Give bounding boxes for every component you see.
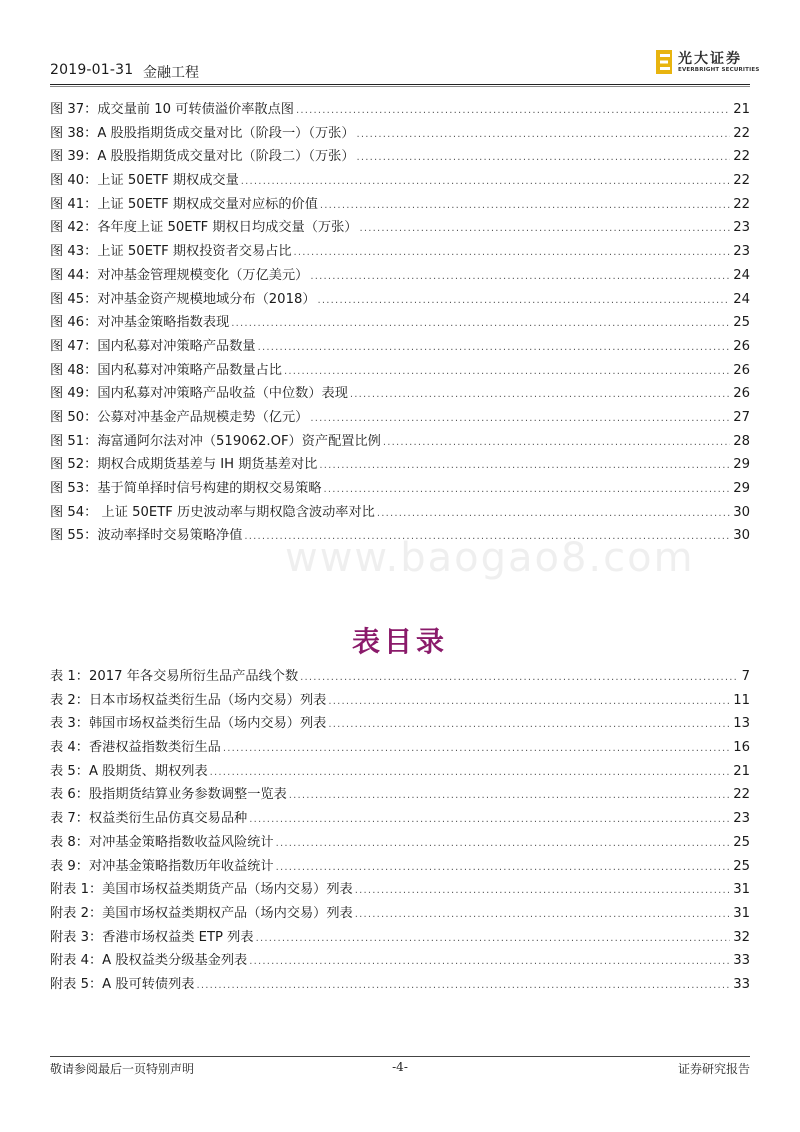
toc-entry-title: 附表 2：美国市场权益类期权产品（场内交易）列表 [50,905,353,921]
toc-entry[interactable] [50,169,750,193]
toc-dot-leader [310,265,730,289]
toc-entry[interactable] [50,783,750,807]
toc-entry-page: 25 [733,858,750,874]
watermark: www.baogao8.com [285,535,695,581]
disclaimer-note: 敬请参阅最后一页特别声明 [50,1062,195,1076]
toc-dot-leader [359,217,730,241]
toc-entry-title: 附表 4：A 股权益类分级基金列表 [50,953,248,969]
toc-entry-title: 表 6：股指期货结算业务参数调整一览表 [50,787,287,803]
toc-dot-leader [196,974,730,998]
footer-rule [50,1056,750,1057]
toc-entry-page: 31 [733,905,750,921]
page-number: -4- [392,1060,408,1074]
header-rule [50,84,750,85]
toc-dot-leader [249,808,730,832]
toc-entry[interactable] [50,382,750,406]
toc-entry-page: 11 [733,692,750,708]
toc-entry-title: 表 2：日本市场权益类衍生品（场内交易）列表 [50,692,327,708]
toc-entry-title: 图 52：期权合成期货基差与 IH 期货基差对比 [50,457,318,473]
toc-entry[interactable] [50,712,750,736]
toc-entry[interactable] [50,477,750,501]
toc-entry-page: 21 [733,102,750,117]
toc-entry-page: 26 [733,386,750,402]
toc-entry-page: 7 [741,669,750,684]
toc-entry-title: 图 38：A 股股指期货成交量对比（阶段一）（万张） [50,125,355,141]
toc-entry-title: 图 44：对冲基金管理规模变化（万亿美元） [50,267,309,283]
toc-entry[interactable] [50,193,750,217]
toc-entry-page: 24 [733,267,750,283]
toc-dot-leader [241,170,730,194]
toc-entry-page: 22 [733,125,750,141]
report-date: 2019-01-31 [50,62,134,78]
toc-entry-page: 13 [733,716,750,732]
toc-entry-title: 表 9：对冲基金策略指数历年收益统计 [50,858,274,874]
toc-entry-title: 图 41：上证 50ETF 期权成交量对应标的价值 [50,196,318,212]
toc-entry-title: 图 37：成交量前 10 可转债溢价率散点图 [50,102,294,117]
toc-dot-leader [328,713,730,737]
toc-entry[interactable] [50,98,750,122]
toc-dot-leader [355,879,731,903]
toc-entry-page: 22 [733,196,750,212]
toc-dot-leader [244,525,730,549]
toc-entry-title: 表 1：2017 年各交易所衍生品产品线个数 [50,669,299,684]
toc-entry-title: 表 7：权益类衍生品仿真交易品种 [50,811,248,827]
logo-name-en: EVERBRIGHT SECURITIES [678,67,760,73]
toc-entry-page: 31 [733,882,750,898]
toc-dot-leader [310,407,730,431]
toc-dot-leader [294,241,731,265]
toc-entry-title: 图 55：波动率择时交易策略净值 [50,528,243,544]
toc-entry[interactable] [50,973,750,997]
toc-dot-leader [357,123,731,147]
toc-entry-title: 图 50：公募对冲基金产品规模走势（亿元） [50,409,309,425]
toc-dot-leader [383,431,730,455]
toc-entry[interactable] [50,216,750,240]
toc-entry-page: 22 [733,149,750,165]
toc-entry-title: 图 49：国内私募对冲策略产品收益（中位数）表现 [50,386,348,402]
toc-dot-leader [350,383,730,407]
toc-entry-page: 21 [733,763,750,779]
toc-entry[interactable] [50,855,750,879]
toc-entry-page: 26 [733,338,750,354]
toc-entry[interactable] [50,406,750,430]
toc-dot-leader [258,336,731,360]
everbright-logo [654,48,760,78]
toc-dot-leader [328,690,730,714]
toc-entry-page: 23 [733,220,750,236]
toc-entry-title: 表 8：对冲基金策略指数收益风险统计 [50,834,274,850]
toc-entry-title: 图 43：上证 50ETF 期权投资者交易占比 [50,244,292,260]
toc-dot-leader [276,832,731,856]
toc-entry[interactable] [50,949,750,973]
page-footer [50,1060,750,1080]
toc-entry[interactable] [50,335,750,359]
toc-entry-title: 图 46：对冲基金策略指数表现 [50,315,230,331]
toc-entry-title: 附表 1：美国市场权益类期货产品（场内交易）列表 [50,882,353,898]
toc-entry-page: 23 [733,244,750,260]
toc-dot-leader [223,737,730,761]
toc-entry-title: 表 3：韩国市场权益类衍生品（场内交易）列表 [50,716,327,732]
toc-entry-page: 25 [733,834,750,850]
report-section: 金融工程 [143,65,199,81]
toc-entry[interactable] [50,453,750,477]
toc-dot-leader [318,289,731,313]
report-type: 证券研究报告 [677,1062,750,1076]
toc-entry[interactable] [50,902,750,926]
toc-entry[interactable] [50,689,750,713]
toc-entry-page: 25 [733,315,750,331]
toc-entry-title: 图 40：上证 50ETF 期权成交量 [50,173,239,189]
table-toc [50,665,750,997]
toc-dot-leader [324,478,731,502]
toc-entry-page: 16 [733,740,750,756]
toc-dot-leader [284,360,730,384]
page-header [50,51,760,82]
toc-entry[interactable] [50,807,750,831]
toc-entry-title: 附表 5：A 股可转债列表 [50,976,195,992]
toc-entry-title: 图 53：基于简单择时信号构建的期权交易策略 [50,481,322,496]
toc-entry-page: 26 [733,362,750,378]
toc-dot-leader [276,856,731,880]
toc-dot-leader [320,194,730,218]
toc-entry[interactable] [50,760,750,784]
toc-entry-title: 图 42：各年度上证 50ETF 期权日均成交量（万张） [50,220,358,236]
figure-toc [50,98,750,548]
toc-dot-leader [296,99,730,123]
toc-entry[interactable] [50,288,750,312]
toc-dot-leader [210,761,731,785]
toc-entry[interactable] [50,524,750,548]
toc-entry-page: 23 [733,811,750,827]
toc-entry-page: 30 [733,528,750,544]
toc-entry-title: 图 54： 上证 50ETF 历史波动率与期权隐含波动率对比 [50,504,375,520]
toc-entry-page: 29 [733,457,750,473]
toc-entry-page: 33 [733,953,750,969]
toc-entry[interactable] [50,878,750,902]
toc-entry-page: 27 [733,409,750,425]
toc-entry[interactable] [50,145,750,169]
toc-entry-page: 22 [733,787,750,803]
toc-entry-page: 32 [733,929,750,945]
toc-entry[interactable] [50,122,750,146]
toc-entry-title: 表 5：A 股期货、期权列表 [50,763,208,779]
toc-entry[interactable] [50,264,750,288]
toc-entry[interactable] [50,430,750,454]
toc-entry-page: 28 [733,433,750,449]
toc-entry-title: 图 51：海富通阿尔法对冲（519062.OF）资产配置比例 [50,433,381,449]
header-rule-thin [50,86,750,87]
everbright-logo-icon [654,48,674,76]
toc-entry-title: 图 45：对冲基金资产规模地域分布（2018） [50,291,316,307]
toc-dot-leader [357,146,731,170]
toc-dot-leader [289,784,730,808]
toc-entry[interactable] [50,926,750,950]
table-toc-heading: 表目录 [351,625,448,658]
toc-entry-title: 图 47：国内私募对冲策略产品数量 [50,338,256,354]
toc-dot-leader [231,312,730,336]
toc-entry-title: 图 39：A 股股指期货成交量对比（阶段二）（万张） [50,149,355,165]
toc-entry[interactable] [50,501,750,525]
toc-entry-page: 24 [733,291,750,307]
toc-entry[interactable] [50,831,750,855]
toc-entry-title: 附表 3：香港市场权益类 ETP 列表 [50,929,254,945]
toc-entry-page: 29 [733,481,750,496]
toc-dot-leader [249,950,730,974]
toc-entry-page: 33 [733,976,750,992]
toc-dot-leader [300,666,738,690]
toc-dot-leader [355,903,731,927]
toc-dot-leader [377,502,730,526]
toc-entry[interactable] [50,359,750,383]
toc-entry[interactable] [50,311,750,335]
logo-name-cn: 光大证券 [678,51,742,67]
toc-entry[interactable] [50,736,750,760]
toc-dot-leader [256,927,731,951]
toc-entry-title: 表 4：香港权益指数类衍生品 [50,740,221,756]
toc-entry[interactable] [50,665,750,689]
toc-entry-page: 22 [733,173,750,189]
toc-entry-page: 30 [733,504,750,520]
toc-dot-leader [319,454,730,478]
toc-entry[interactable] [50,240,750,264]
toc-entry-title: 图 48：国内私募对冲策略产品数量占比 [50,362,282,378]
